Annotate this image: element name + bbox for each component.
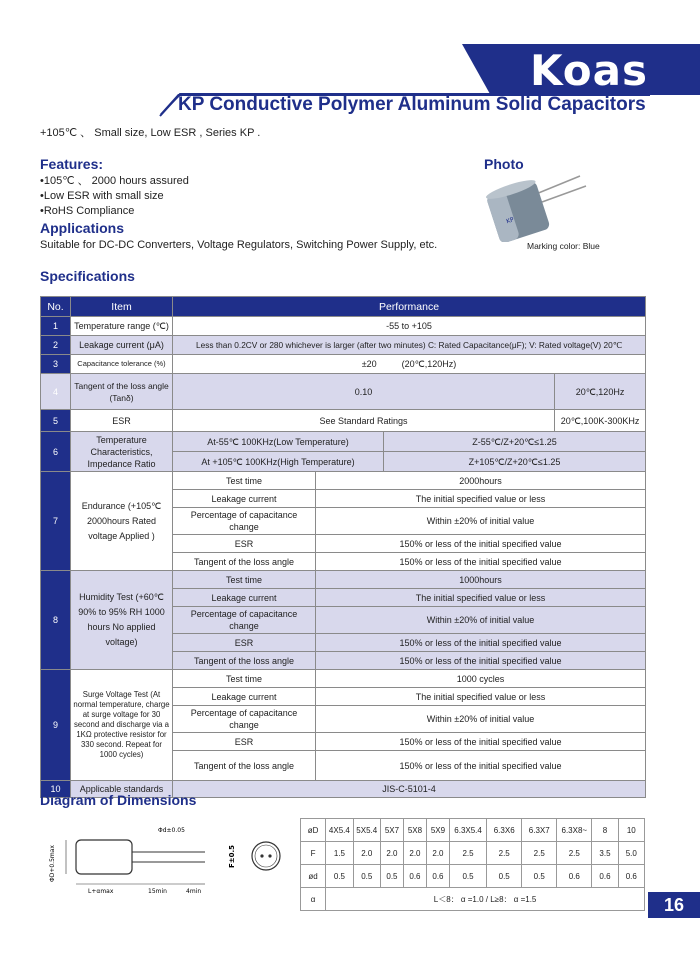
dimension-cell: 0.5: [380, 865, 403, 888]
sub-value: Within ±20% of initial value: [316, 607, 646, 634]
dimension-row: [301, 842, 645, 865]
table-row: [41, 355, 646, 374]
brand-logo: [462, 44, 700, 94]
dimension-cell: 0.5: [522, 865, 557, 888]
row-item: Humidity Test (+60℃ 90% to 95% RH 1000 hours No applied voltage): [71, 571, 173, 670]
table-header-row: [41, 297, 646, 317]
phid-label: Φd±0.05: [158, 827, 185, 834]
sub-value: 150% or less of the initial specified value: [316, 652, 646, 670]
sub-item: ESR: [173, 634, 316, 652]
sub-value: 150% or less of the initial specified value: [316, 553, 646, 571]
dimension-row: [301, 865, 645, 888]
sub-value: The initial specified value or less: [316, 688, 646, 706]
sub-value: 1000 cycles: [316, 670, 646, 688]
row-performance: ±20 (20℃,120Hz): [173, 355, 646, 374]
row-performance: JIS-C-5101-4: [173, 781, 646, 798]
dimension-cell: 6.3X5.4: [449, 819, 486, 842]
dimension-cell: 1.5: [326, 842, 353, 865]
row-item: Applicable standards: [71, 781, 173, 798]
row-number: 8: [41, 571, 71, 670]
sub-value: 150% or less of the initial specified value: [316, 751, 646, 781]
dimension-row: [301, 888, 645, 911]
sub-item: Test time: [173, 571, 316, 589]
dimension-cell: 2.0: [426, 842, 449, 865]
dimension-cell: 5.0: [618, 842, 644, 865]
dimension-cell: 5X5.4: [353, 819, 380, 842]
sub-item: ESR: [173, 535, 316, 553]
dimension-cell: 2.5: [522, 842, 557, 865]
row-item: Leakage current (μA): [71, 336, 173, 355]
row-item: Temperature range (℃): [71, 317, 173, 336]
dimension-cell: 10: [618, 819, 644, 842]
page-number: 16: [648, 892, 700, 918]
dimension-row-label: ød: [301, 865, 326, 888]
sub-value: 150% or less of the initial specified value: [316, 535, 646, 553]
sub-item: Test time: [173, 670, 316, 688]
sub-value: 2000hours: [316, 472, 646, 490]
F-label: F±0.5: [228, 844, 236, 868]
dimension-diagram: [40, 818, 290, 898]
photo-heading: Photo: [484, 156, 524, 172]
photo-caption: Marking color: Blue: [527, 241, 600, 251]
row-performance: See Standard Ratings: [173, 410, 555, 432]
row-number: 2: [41, 336, 71, 355]
dimension-cell: 0.5: [353, 865, 380, 888]
row-item: Tangent of the loss angle (Tanδ): [71, 374, 173, 410]
row-number: 10: [41, 781, 71, 798]
dimension-cell: 8: [592, 819, 618, 842]
L-label: L+αmax: [88, 888, 114, 895]
subtitle: +105℃ 、 Small size, Low ESR , Series KP .: [40, 127, 261, 139]
row-performance: 0.10: [173, 374, 555, 410]
dimension-row-label: α: [301, 888, 326, 911]
applications-heading: Applications: [40, 220, 125, 236]
feature-item: •RoHS Compliance: [40, 205, 135, 217]
dimension-cell: 0.6: [592, 865, 618, 888]
row-number: 4: [41, 374, 71, 410]
dimension-cell: 0.6: [426, 865, 449, 888]
sub-value: 1000hours: [316, 571, 646, 589]
dimension-cell: 3.5: [592, 842, 618, 865]
capacitor-photo: [476, 172, 600, 242]
sub-item: Tangent of the loss angle: [173, 652, 316, 670]
row-number: 5: [41, 410, 71, 432]
row-number: 9: [41, 670, 71, 781]
dimension-cell: 0.5: [326, 865, 353, 888]
table-row: [41, 317, 646, 336]
row-item: Endurance (+105℃ 2000hours Rated voltage Applied ): [71, 472, 173, 571]
sub-item: Tangent of the loss angle: [173, 751, 316, 781]
row-number: 1: [41, 317, 71, 336]
dimension-cell: 2.0: [353, 842, 380, 865]
dimension-cell: 0.5: [449, 865, 486, 888]
table-row: [41, 336, 646, 355]
row-performance: Less than 0.2CV or 280 whichever is larger (after two minutes) C: Rated Capacitance(μF); V: Rated voltage(V) 20℃: [173, 336, 646, 355]
phiD-label: ΦD+0.5max: [49, 845, 56, 882]
sub-value: Within ±20% of initial value: [316, 706, 646, 733]
row-sub-label: At +105℃ 100KHz(High Temperature): [173, 452, 384, 472]
sub-value: The initial specified value or less: [316, 589, 646, 607]
sub-item: Percentage of capacitance change: [173, 706, 316, 733]
dimension-cell: 0.6: [403, 865, 426, 888]
applications-text: Suitable for DC-DC Converters, Voltage Regulators, Switching Power Supply, etc.: [40, 239, 438, 251]
col-header-no: No.: [41, 297, 71, 317]
row-item: ESR: [71, 410, 173, 432]
dimensions-table: [300, 818, 645, 911]
row-item: Surge Voltage Test (At normal temperature, charge at surge voltage for 30 second and discharge via a 1KΩ protective resistor for 330 second. Repeat for 1000 cycles): [71, 670, 173, 781]
row-number: 3: [41, 355, 71, 374]
col-header-item: Item: [71, 297, 173, 317]
sub-item: Leakage current: [173, 589, 316, 607]
sub-item: ESR: [173, 733, 316, 751]
sub-value: Within ±20% of initial value: [316, 508, 646, 535]
dimension-cell: 4X5.4: [326, 819, 353, 842]
dimension-row-label: F: [301, 842, 326, 865]
alpha-rule: L＜8： α =1.0 / L≥8： α =1.5: [326, 888, 645, 911]
feature-item: •Low ESR with small size: [40, 190, 164, 202]
features-heading: Features:: [40, 156, 104, 172]
dimension-cell: 5X7: [380, 819, 403, 842]
sub-item: Tangent of the loss angle: [173, 553, 316, 571]
svg-text:KP: KP: [505, 216, 515, 226]
specifications-table: [40, 296, 646, 798]
dimension-cell: 6.3X8~: [557, 819, 592, 842]
brand-name: Koas: [529, 46, 648, 95]
table-row: [41, 374, 646, 410]
dimension-cell: 2.0: [403, 842, 426, 865]
row-number: 7: [41, 472, 71, 571]
row-condition: 20℃,100K-300KHz: [555, 410, 646, 432]
sub-item: Leakage current: [173, 490, 316, 508]
dimension-cell: 6.3X7: [522, 819, 557, 842]
row-sub-label: At-55℃ 100KHz(Low Temperature): [173, 432, 384, 452]
dimension-cell: 0.6: [557, 865, 592, 888]
sub-item: Test time: [173, 472, 316, 490]
row-item: Temperature Characteristics, Impedance Ratio: [71, 432, 173, 472]
row-sub-value: Z-55℃/Z+20℃≤1.25: [384, 432, 646, 452]
dimension-cell: 2.5: [487, 842, 522, 865]
specifications-heading: Specifications: [40, 268, 135, 284]
sub-item: Percentage of capacitance change: [173, 508, 316, 535]
dimension-row: [301, 819, 645, 842]
row-condition: 20℃,120Hz: [555, 374, 646, 410]
feature-item: •105℃ 、 2000 hours assured: [40, 175, 189, 187]
dimension-cell: 2.0: [380, 842, 403, 865]
sub-value: The initial specified value or less: [316, 490, 646, 508]
l15-label: 15min: [148, 888, 167, 895]
row-sub-value: Z+105℃/Z+20℃≤1.25: [384, 452, 646, 472]
page-title: KP Conductive Polymer Aluminum Solid Capacitors: [178, 94, 646, 115]
dimension-cell: 2.5: [449, 842, 486, 865]
l4-label: 4min: [186, 888, 202, 895]
col-header-performance: Performance: [173, 297, 646, 317]
dimension-cell: 6.3X6: [487, 819, 522, 842]
table-row: [41, 410, 646, 432]
sub-value: 150% or less of the initial specified value: [316, 733, 646, 751]
dimension-cell: 0.6: [618, 865, 644, 888]
row-performance: -55 to +105: [173, 317, 646, 336]
dimensions-heading: Diagram of Dimensions: [40, 792, 197, 808]
dimension-row-label: øD: [301, 819, 326, 842]
row-item: Capacitance tolerance (%): [71, 355, 173, 374]
table-row: [41, 432, 646, 452]
row-number: 6: [41, 432, 71, 472]
sub-item: Percentage of capacitance change: [173, 607, 316, 634]
dimension-cell: 2.5: [557, 842, 592, 865]
sub-value: 150% or less of the initial specified value: [316, 634, 646, 652]
dimension-cell: 5X8: [403, 819, 426, 842]
dimension-cell: 0.5: [487, 865, 522, 888]
sub-item: Leakage current: [173, 688, 316, 706]
dimension-cell: 5X9: [426, 819, 449, 842]
